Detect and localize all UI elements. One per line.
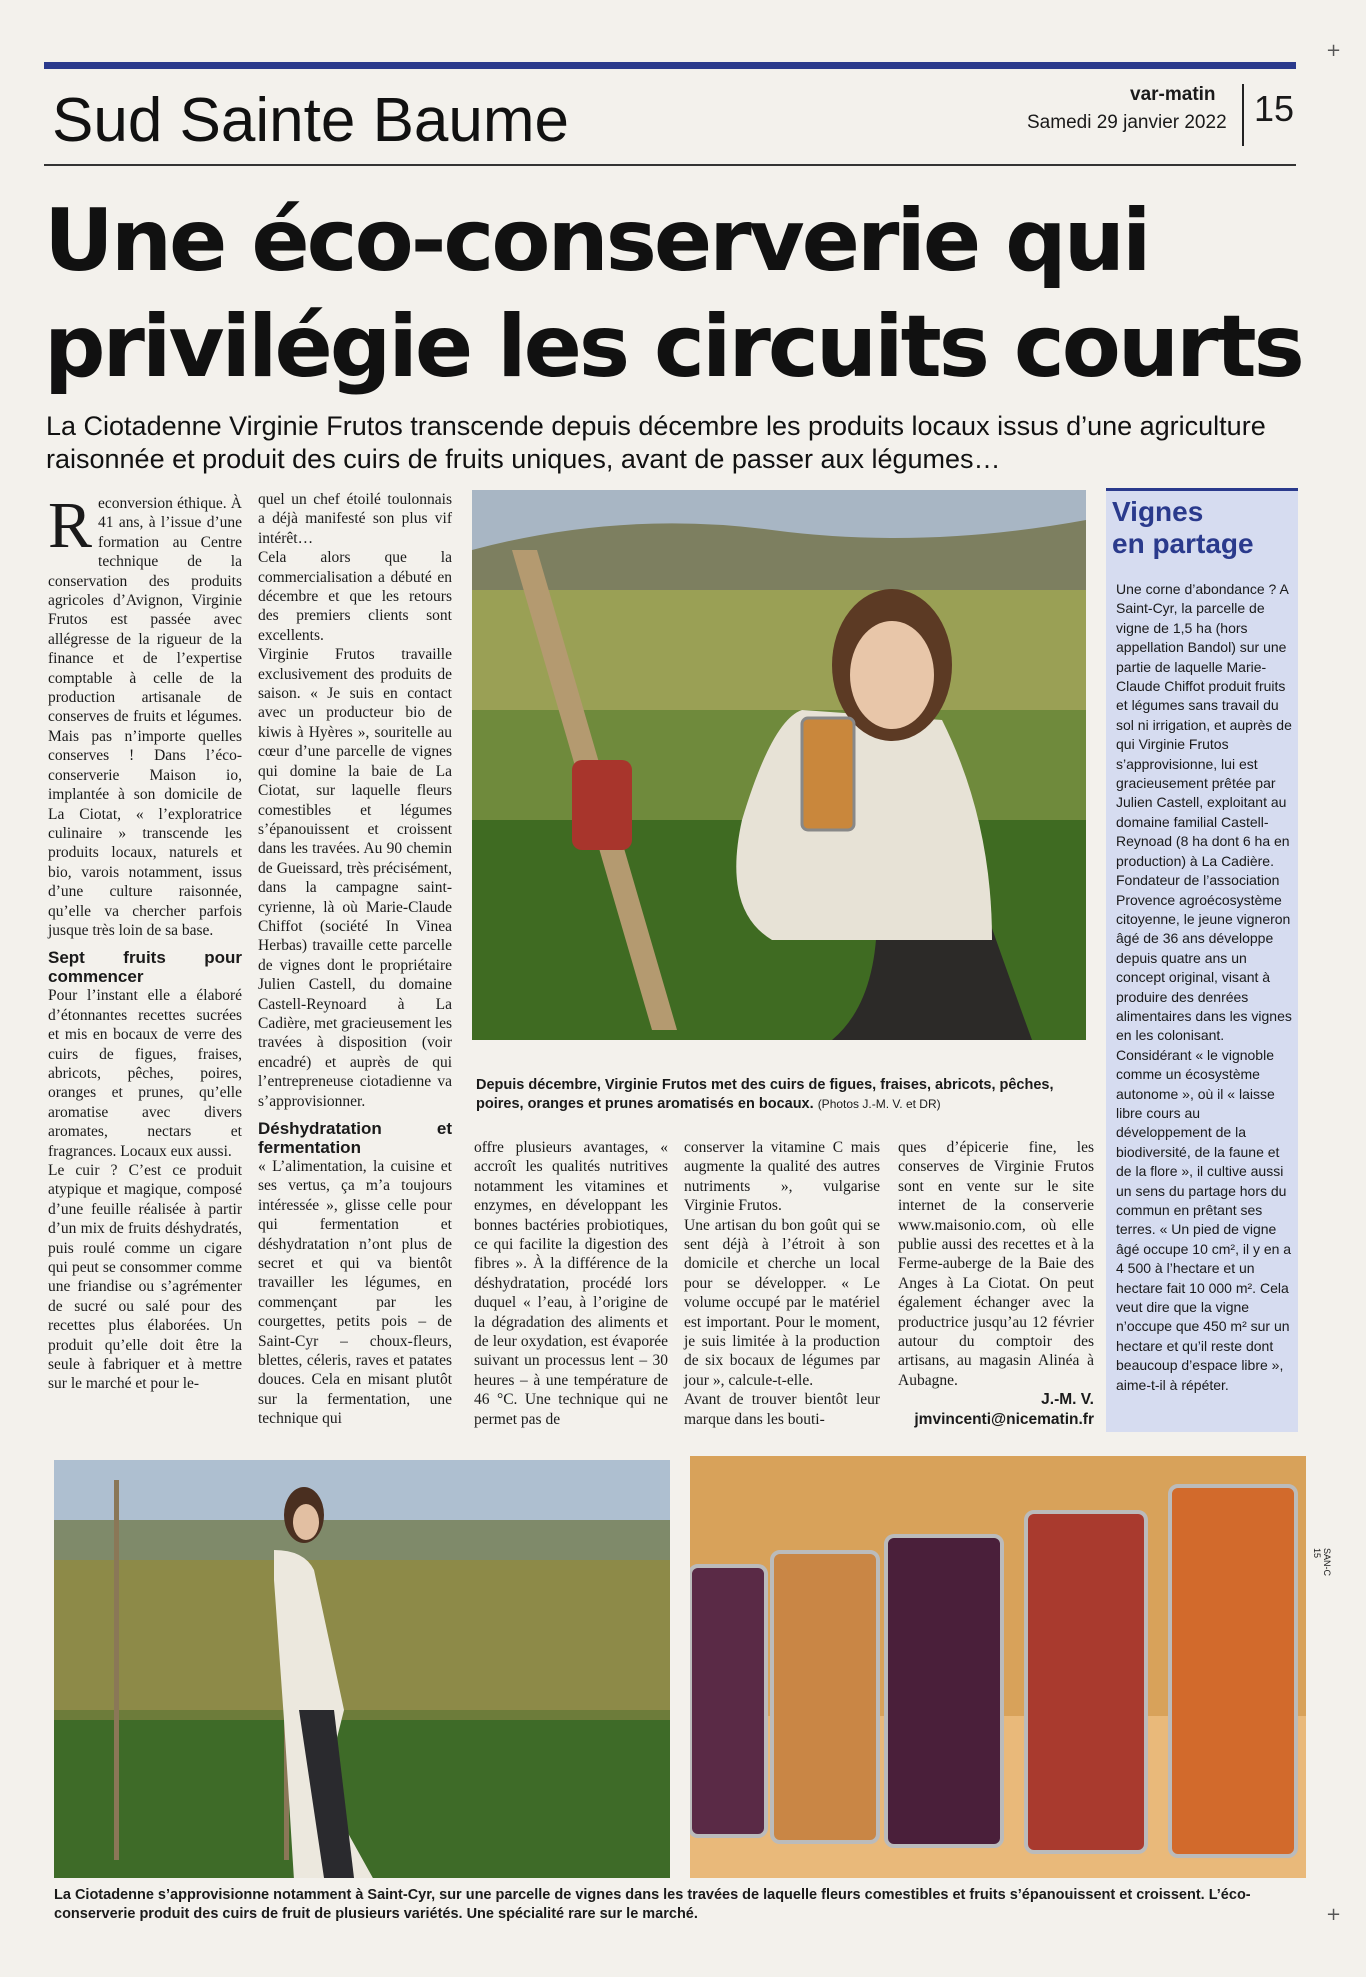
photo-field-saint-cyr: [54, 1460, 670, 1878]
photo-fruit-leather-jars: [690, 1456, 1306, 1878]
page-code: SAN-C 15: [1312, 1548, 1332, 1577]
caption-text: Depuis décembre, Virginie Frutos met des cuirs de figues, fraises, abricots, pêches, poires, oranges et prunes aromatisés en bocaux.: [476, 1077, 1054, 1112]
sidebar-top-bar: [1106, 488, 1298, 491]
article-column-1: [48, 489, 242, 1394]
headline-line-2: privilégie les circuits courts: [44, 297, 1302, 397]
photo-illustration: [472, 490, 1086, 1040]
page-number: 15: [1254, 88, 1295, 129]
photo-virginie-frutos-jar: [472, 490, 1086, 1040]
publication-date: Samedi 29 janvier 2022: [1027, 112, 1227, 133]
header-top-bar: [44, 62, 1296, 69]
sidebar-title: [1112, 496, 1298, 560]
photo-credit: (Photos J.-M. V. et DR): [817, 1097, 941, 1111]
registration-mark-icon: +: [1326, 40, 1342, 61]
paragraph: Une artisan du bon goût qui se sent déjà à l’étroit à son domicile et cherche un local pour se développer. « Le volume occupé par le matériel est important. Pour le moment, je suis limitée à la production de six bocaux de légumes par jour », calcule-t-elle.: [684, 1216, 880, 1389]
author-signature: J.-M. V.: [1041, 1391, 1094, 1409]
paragraph: conserver la vitamine C mais augmente la qualité des autres nutriments », vulgarise Virginie Frutos.: [684, 1139, 880, 1215]
sidebar-title-line-2: en partage: [1112, 528, 1254, 559]
header-rule: [44, 164, 1296, 166]
paragraph: ques d’épicerie fine, les conserves de Virginie Frutos sont en vente sur le site internet de la conserverie www.maisonio.com, où elle publie aussi des recettes et à la Ferme-auberge de la Baie des Anges à La Ciotat. On peut également échanger avec la productrice jusqu’au 12 février autour du comptoir des artisans, au magasin Alinéa à Aubagne.: [898, 1139, 1094, 1389]
photo-caption-bottom: La Ciotadenne s’approvisionne notamment à Saint-Cyr, sur une parcelle de vignes dans les travées de laquelle fleurs comestibles et fruits s’épanouissent et croissent. L’éco-conserverie produit des cuirs de fruit de plusieurs variétés. Une spécialité rare sur le marché.: [54, 1887, 1251, 1922]
header-divider: [1242, 84, 1244, 146]
photo-illustration: [690, 1456, 1306, 1878]
registration-mark-icon: +: [1326, 1904, 1342, 1925]
author-email[interactable]: jmvincenti@nicematin.fr: [914, 1410, 1094, 1428]
article-headline: [44, 188, 1304, 400]
paragraph: Pour l’instant elle a élaboré d’étonnantes recettes sucrées et mis en bocaux de verre des cuirs de figues, fraises, abricots, pêches, poires, oranges et prunes, qu’elle aromatise avec divers aromates, nectars et fragrances. Locaux eux aussi.: [48, 987, 242, 1160]
paragraph: econversion éthique. À 41 ans, à l’issue d’une formation au Centre technique de la conservation des produits agricoles d’Avignon, Virginie Frutos est passée avec allégresse de la rigueur de la finance et de l’expertise comptable à celle de la production artisanale de conserves de fruits et légumes. Mais pas n’importe quelles conserves ! Dans l’éco-conserverie Maison io, implantée à son domicile de La Ciotat, « l’exploratrice culinaire » transcende les produits locaux, naturels et bio, varois notamment, issus d’une culture raisonnée, qu’elle va chercher parfois jusque très loin de sa base.: [48, 495, 242, 939]
subheading: Sept fruits pour commencer: [48, 948, 242, 987]
photo-caption-main: [476, 1076, 1096, 1114]
newspaper-name: var-matin: [1130, 84, 1216, 105]
paragraph: Avant de trouver bientôt leur marque dans les bouti-: [684, 1391, 880, 1428]
paragraph: Virginie Frutos travaille exclusivement des produits de saison. « Je suis en contact avec un producteur bio de kiwis à Hyères », souritelle au cœur d’une parcelle de vignes qui domine la baie de La Ciotat, sur laquelle fleurs comestibles et légumes s’épanouissent et croissent dans les travées. Au 90 chemin de Gueissard, très précisément, dans la campagne saint-cyrienne, là où Marie-Claude Chiffot (société In Vinea Herbas) travaille cette parcelle de vignes dont le propriétaire Julien Castell, du domaine Castell-Reynoard à La Cadière, met gracieusement les travées à disposition (voir encadré) et auprès de qui l’entrepreneuse ciotadienne va s’approvisionner.: [258, 646, 452, 1110]
headline-line-1: Une éco-conserverie qui: [44, 191, 1149, 291]
article-column-3: [474, 1138, 668, 1429]
article-column-4: [684, 1138, 880, 1429]
subheading: Déshydratation et fermentation: [258, 1119, 452, 1157]
article-lead: La Ciotadenne Virginie Frutos transcende depuis décembre les produits locaux issus d’une agriculture raisonnée et produit des cuirs de fruits uniques, avant de passer aux légumes…: [46, 411, 1266, 474]
paragraph: offre plusieurs avantages, « accroît les qualités nutritives notamment les vitamines et enzymes, en développant les bonnes bactéries probiotiques, ce qui facilite la digestion des fibres ». À la différence de la déshydratation, procédé lors duquel « l’eau, à l’origine de la dégradation des aliments et de leur oxydation, est évaporée suivant un processus lent – 30 heures – à une température de 46 °C. Une technique qui ne permet pas de: [474, 1139, 668, 1428]
section-title: Sud Sainte Baume: [52, 86, 570, 155]
sidebar-text: Une corne d’abondance ? A Saint-Cyr, la parcelle de vigne de 1,5 ha (hors appellation Bandol) sur une partie de laquelle Marie-Claude Chiffot produit fruits et légumes sans travail du sol ni irrigation, et auprès de qui Virginie Frutos s’approvisionne, lui est gracieusement prêtée par Julien Castell, exploitant au domaine familial Castell-Reynoad (8 ha dont 6 ha en production) à La Cadière. Fondateur de l’association Provence agroécosystème citoyenne, le jeune vigneron âgé de 36 ans développe depuis quatre ans un concept original, visant à produire des denrées alimentaires dans les vignes en les colonisant. Considérant « le vignoble comme un écosystème autonome », où il « laisse libre cours au développement de la biodiversité, de la faune et de la flore », il cultive aussi un sens du partage hors du commun en prêtant ses terres. « Un pied de vigne âgé occupe 10 cm², il y en a 4 500 à l’hectare et un hectare fait 10 000 m². Cela veut dire que la vigne n’occupe que 450 m² sur un hectare et qu’il reste dont beaucoup d’espace libre », aime-t-il à répéter.: [1116, 581, 1292, 1393]
sidebar-title-line-1: Vignes: [1112, 496, 1204, 527]
paragraph: Cela alors que la commercialisation a débuté en décembre et que les retours des premiers clients sont excellents.: [258, 549, 452, 644]
drop-cap: R: [48, 489, 93, 562]
article-column-5: [898, 1138, 1094, 1429]
paragraph: quel un chef étoilé toulonnais a déjà manifesté son plus vif intérêt…: [258, 491, 452, 547]
photo-illustration: [54, 1460, 670, 1878]
paragraph: Le cuir ? C’est ce produit atypique et magique, composé d’une feuille réalisée à partir d’un mix de fruits déshydratés, puis roulé comme un cigare qui peut se consommer comme une friandise ou s’agrémenter de sucré ou salé pour des recettes plus élaborées. Un produit qu’elle doit être la seule à fabriquer et à mettre sur le marché et pour le-: [48, 1162, 242, 1393]
article-column-2: [258, 490, 452, 1429]
paragraph: « L’alimentation, la cuisine et ses vertus, ça m’a toujours intéressée », glisse celle pour qui fermentation et déshydratation n’ont plus de secret et qui va bientôt travailler les légumes, en commençant par les courgettes, petits pois – de Saint-Cyr – choux-fleurs, blettes, céleris, raves et patates douces. Cela en misant plutôt sur la fermentation, une technique qui: [258, 1158, 452, 1428]
